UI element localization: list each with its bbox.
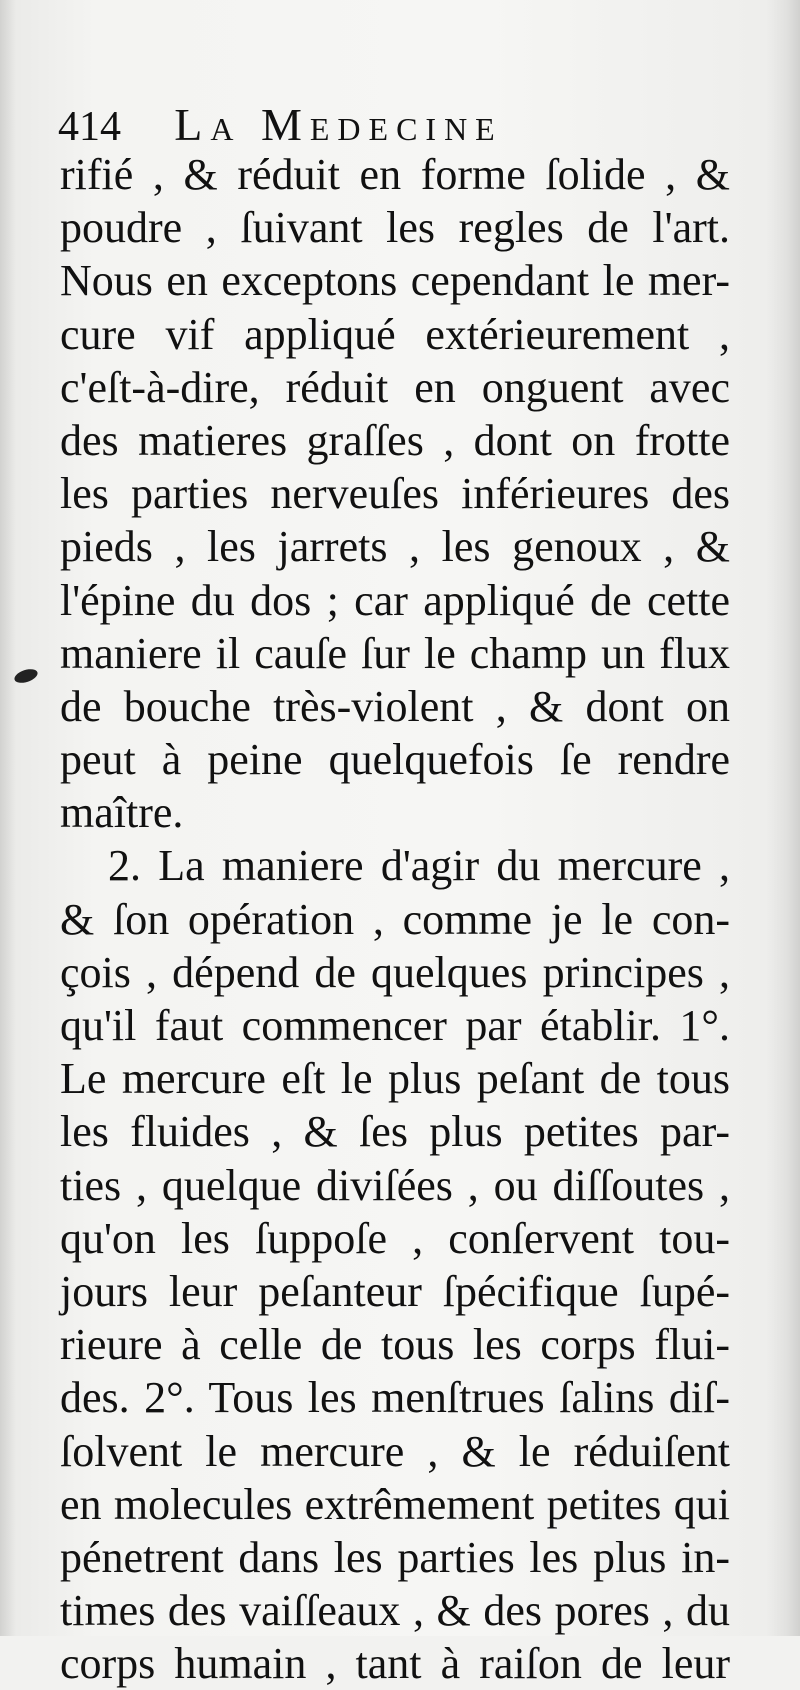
- page-number: 414: [58, 104, 121, 150]
- text-line: en molecules extrêmement petites qui: [60, 1479, 730, 1529]
- text-line: maniere il cauſe ſur le champ un flux: [60, 628, 730, 678]
- page-header: [58, 100, 748, 150]
- text-line: pieds , les jarrets , les genoux , &: [60, 522, 730, 572]
- page-gutter-shadow: [0, 0, 16, 1636]
- text-line: jours leur peſanteur ſpécifique ſupé-: [60, 1266, 730, 1316]
- text-line: çois , dépend de quelques principes ,: [60, 947, 730, 997]
- text-line: poudre , ſuivant les regles de l'art.: [60, 203, 730, 253]
- text-line: c'eſt-à-dire, réduit en onguent avec: [60, 362, 730, 412]
- page-edge-shadow: [766, 0, 800, 1636]
- text-line: ties , quelque diviſées , ou diſſoutes ,: [60, 1160, 730, 1210]
- text-line: Le mercure eſt le plus peſant de tous: [60, 1054, 730, 1104]
- text-line: Nous en exceptons cependant le mer-: [60, 256, 730, 306]
- text-line: rieure à celle de tous les corps flui-: [60, 1320, 730, 1370]
- ink-blot-mark: [13, 667, 40, 686]
- text-line: de bouche très-violent , & dont on: [60, 681, 730, 731]
- text-line: times des vaiſſeaux , & des pores , du: [60, 1586, 730, 1636]
- text-line: cure vif appliqué extérieurement ,: [60, 309, 730, 359]
- text-line: qu'on les ſuppoſe , conſervent tou-: [60, 1213, 730, 1263]
- text-line: ſolvent le mercure , & le réduiſent: [60, 1426, 730, 1476]
- text-line: des. 2°. Tous les menſtrues ſalins diſ-: [60, 1373, 730, 1423]
- text-line: pénetrent dans les parties les plus in-: [60, 1532, 730, 1582]
- running-title: La Medecine: [174, 99, 503, 150]
- text-line: maître.: [60, 788, 184, 838]
- text-line: 2. La maniere d'agir du mercure ,: [108, 841, 730, 891]
- text-line: les fluides , & ſes plus petites par-: [60, 1107, 730, 1157]
- text-line: des matieres graſſes , dont on frotte: [60, 415, 730, 465]
- text-line: les parties nerveuſes inférieures des: [60, 469, 730, 519]
- text-line: l'épine du dos ; car appliqué de cette: [60, 575, 730, 625]
- text-line: & ſon opération , comme je le con-: [60, 894, 730, 944]
- text-line: peut à peine quelquefois ſe rendre: [60, 735, 730, 785]
- text-line: corps humain , tant à raiſon de leur: [60, 1639, 730, 1689]
- body-text: [60, 148, 730, 1690]
- text-line: qu'il faut commencer par établir. 1°.: [60, 1001, 730, 1050]
- text-line: rifié , & réduit en forme ſolide , &: [60, 150, 730, 199]
